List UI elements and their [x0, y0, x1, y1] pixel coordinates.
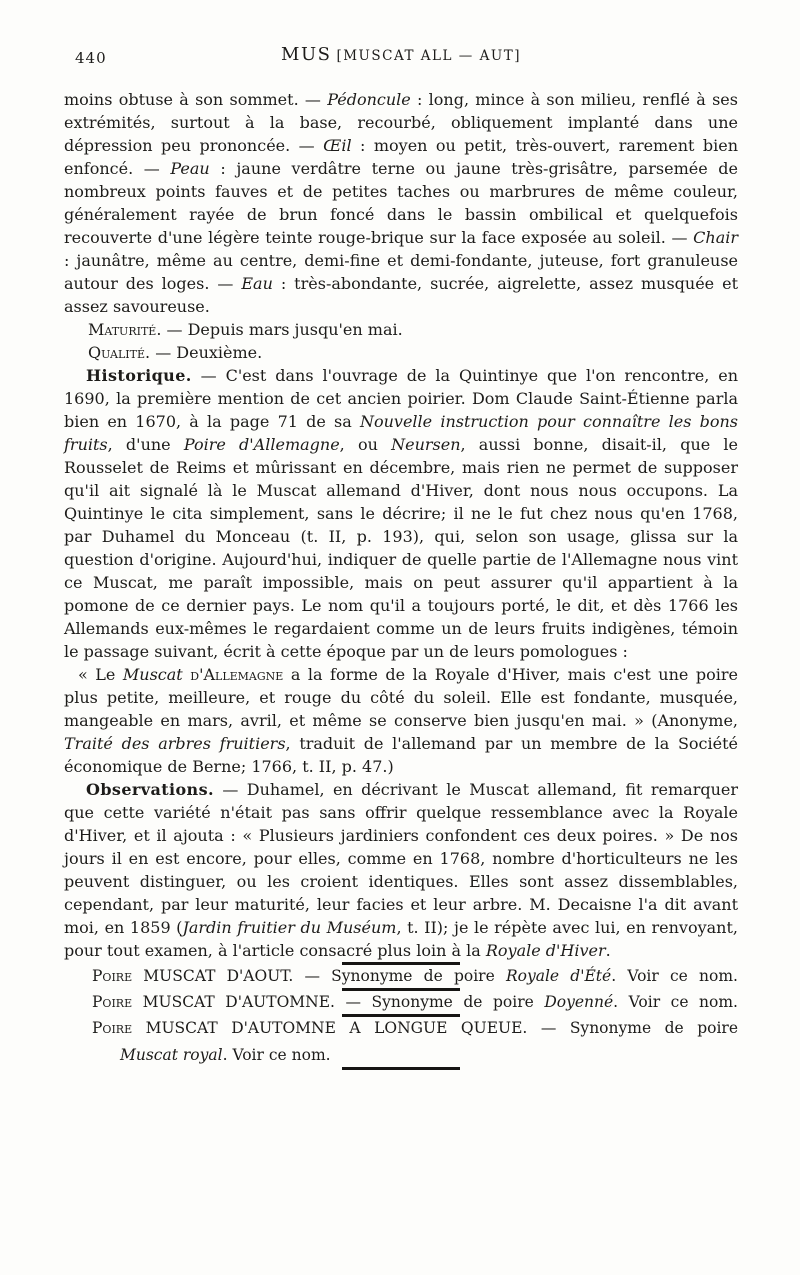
description-paragraph: moins obtuse à son sommet. — Pédoncule : long, mince à son milieu, renflé à ses extrémités, surtout à la base, recourbé, obliquement implanté dans une dépression peu prononcée. — Œil : moyen ou petit, très-ouvert, rarement bien enfoncé. — Peau : jaune verdâtre terne ou jaune très-grisâtre, parsemée de nombreux points fauves et de petites taches ou marbrures de même couleur, généralement rayée de brun foncé dans le bassin ombilical et quelquefois recouverte d'une légère teinte rouge-brique sur la face exposée au soleil. — Chair : jaunâtre, même au centre, demi-fine et demi-fondante, juteuse, fort granuleuse autour des loges. — Eau : très-abondante, sucrée, aigrelette, assez musquée et assez savoureuse.: [64, 90, 739, 316]
running-title-range: [MUSCAT ALL — AUT]: [336, 48, 521, 64]
page-body: [64, 88, 738, 1070]
section-divider: [342, 1067, 460, 1070]
synonym-entry-muscat-longue-queue: Poire MUSCAT D'AUTOMNE A LONGUE QUEUE. — Synonyme de poire: [92, 1019, 738, 1037]
page-number: 440: [75, 49, 107, 67]
observations-paragraph: Observations. — Duhamel, en décrivant le Muscat allemand, fit remarquer que cette variété n'était pas sans offrir quelque ressemblance avec la Royale d'Hiver, et il ajouta : « Plusieurs jardiniers confondent ces deux poires. » De nos jours il en est encore, pour elles, comme en 1768, nombre d'horticulteurs ne les peuvent distinguer, ou les croient identiques. Elles sont assez dissemblables, cependant, par leur maturité, leur facies et leur arbre. M. Decaisne l'a dit avant moi, en 1859 (Jardin fruitier du Muséum, t. II); je le répète avec lui, en renvoyant, pour tout examen, à l'article consacré plus loin à la Royale d'Hiver.: [64, 780, 739, 960]
synonym-entry-muscat-longue-queue-continuation: Muscat royal. Voir ce nom.: [120, 1046, 331, 1064]
historique-paragraph: Historique. — C'est dans l'ouvrage de la Quintinye que l'on rencontre, en 1690, la première mention de cet ancien poirier. Dom Claude Saint-Étienne parla bien en 1670, à la page 71 de sa Nouvelle instruction pour connaître les bons fruits, d'une Poire d'Allemagne, ou Neursen, aussi bonne, disait-il, que le Rousselet de Reims et mûrissant en décembre, mais rien ne permet de supposer qu'il ait signalé là le Muscat allemand d'Hiver, dont nous nous occupons. La Quintinye le cita simplement, sans le décrire; il ne le fut chez nous qu'en 1768, par Duhamel du Monceau (t. II, p. 193), qui, selon son usage, glissa sur la question d'origine. Aujourd'hui, indiquer de quelle partie de l'Allemagne nous vint ce Muscat, me paraît impossible, mais on peut assurer qu'il appartient à la pomone de ce dernier pays. Le nom qu'il a toujours porté, le dit, et dès 1766 les Allemands eux-mêmes le regardaient comme un de leurs fruits indigènes, témoin le passage suivant, écrit à cette époque par un de leurs pomologues :: [64, 366, 739, 661]
running-title-section: MUS: [281, 44, 332, 65]
synonym-entry-muscat-dautomne: Poire MUSCAT D'AUTOMNE. — Synonyme de poire Doyenné. Voir ce nom.: [92, 993, 738, 1011]
page-header: [64, 44, 738, 68]
quality-line: Qualité. — Deuxième.: [88, 343, 263, 362]
maturity-line: Maturité. — Depuis mars jusqu'en mai.: [88, 320, 403, 339]
running-title: [64, 44, 738, 65]
synonym-entry-muscat-daout: Poire MUSCAT D'AOUT. — Synonyme de poire Royale d'Été. Voir ce nom.: [92, 967, 738, 985]
citation-paragraph: « Le Muscat d'Allemagne a la forme de la Royale d'Hiver, mais c'est une poire plus petite, meilleure, et rouge du côté du soleil. Elle est fondante, musquée, mangeable en mars, avril, et même se conserve bien jusqu'en mai. » (Anonyme, Traité des arbres fruitiers, traduit de l'allemand par un membre de la Société économique de Berne; 1766, t. II, p. 47.): [64, 665, 739, 776]
